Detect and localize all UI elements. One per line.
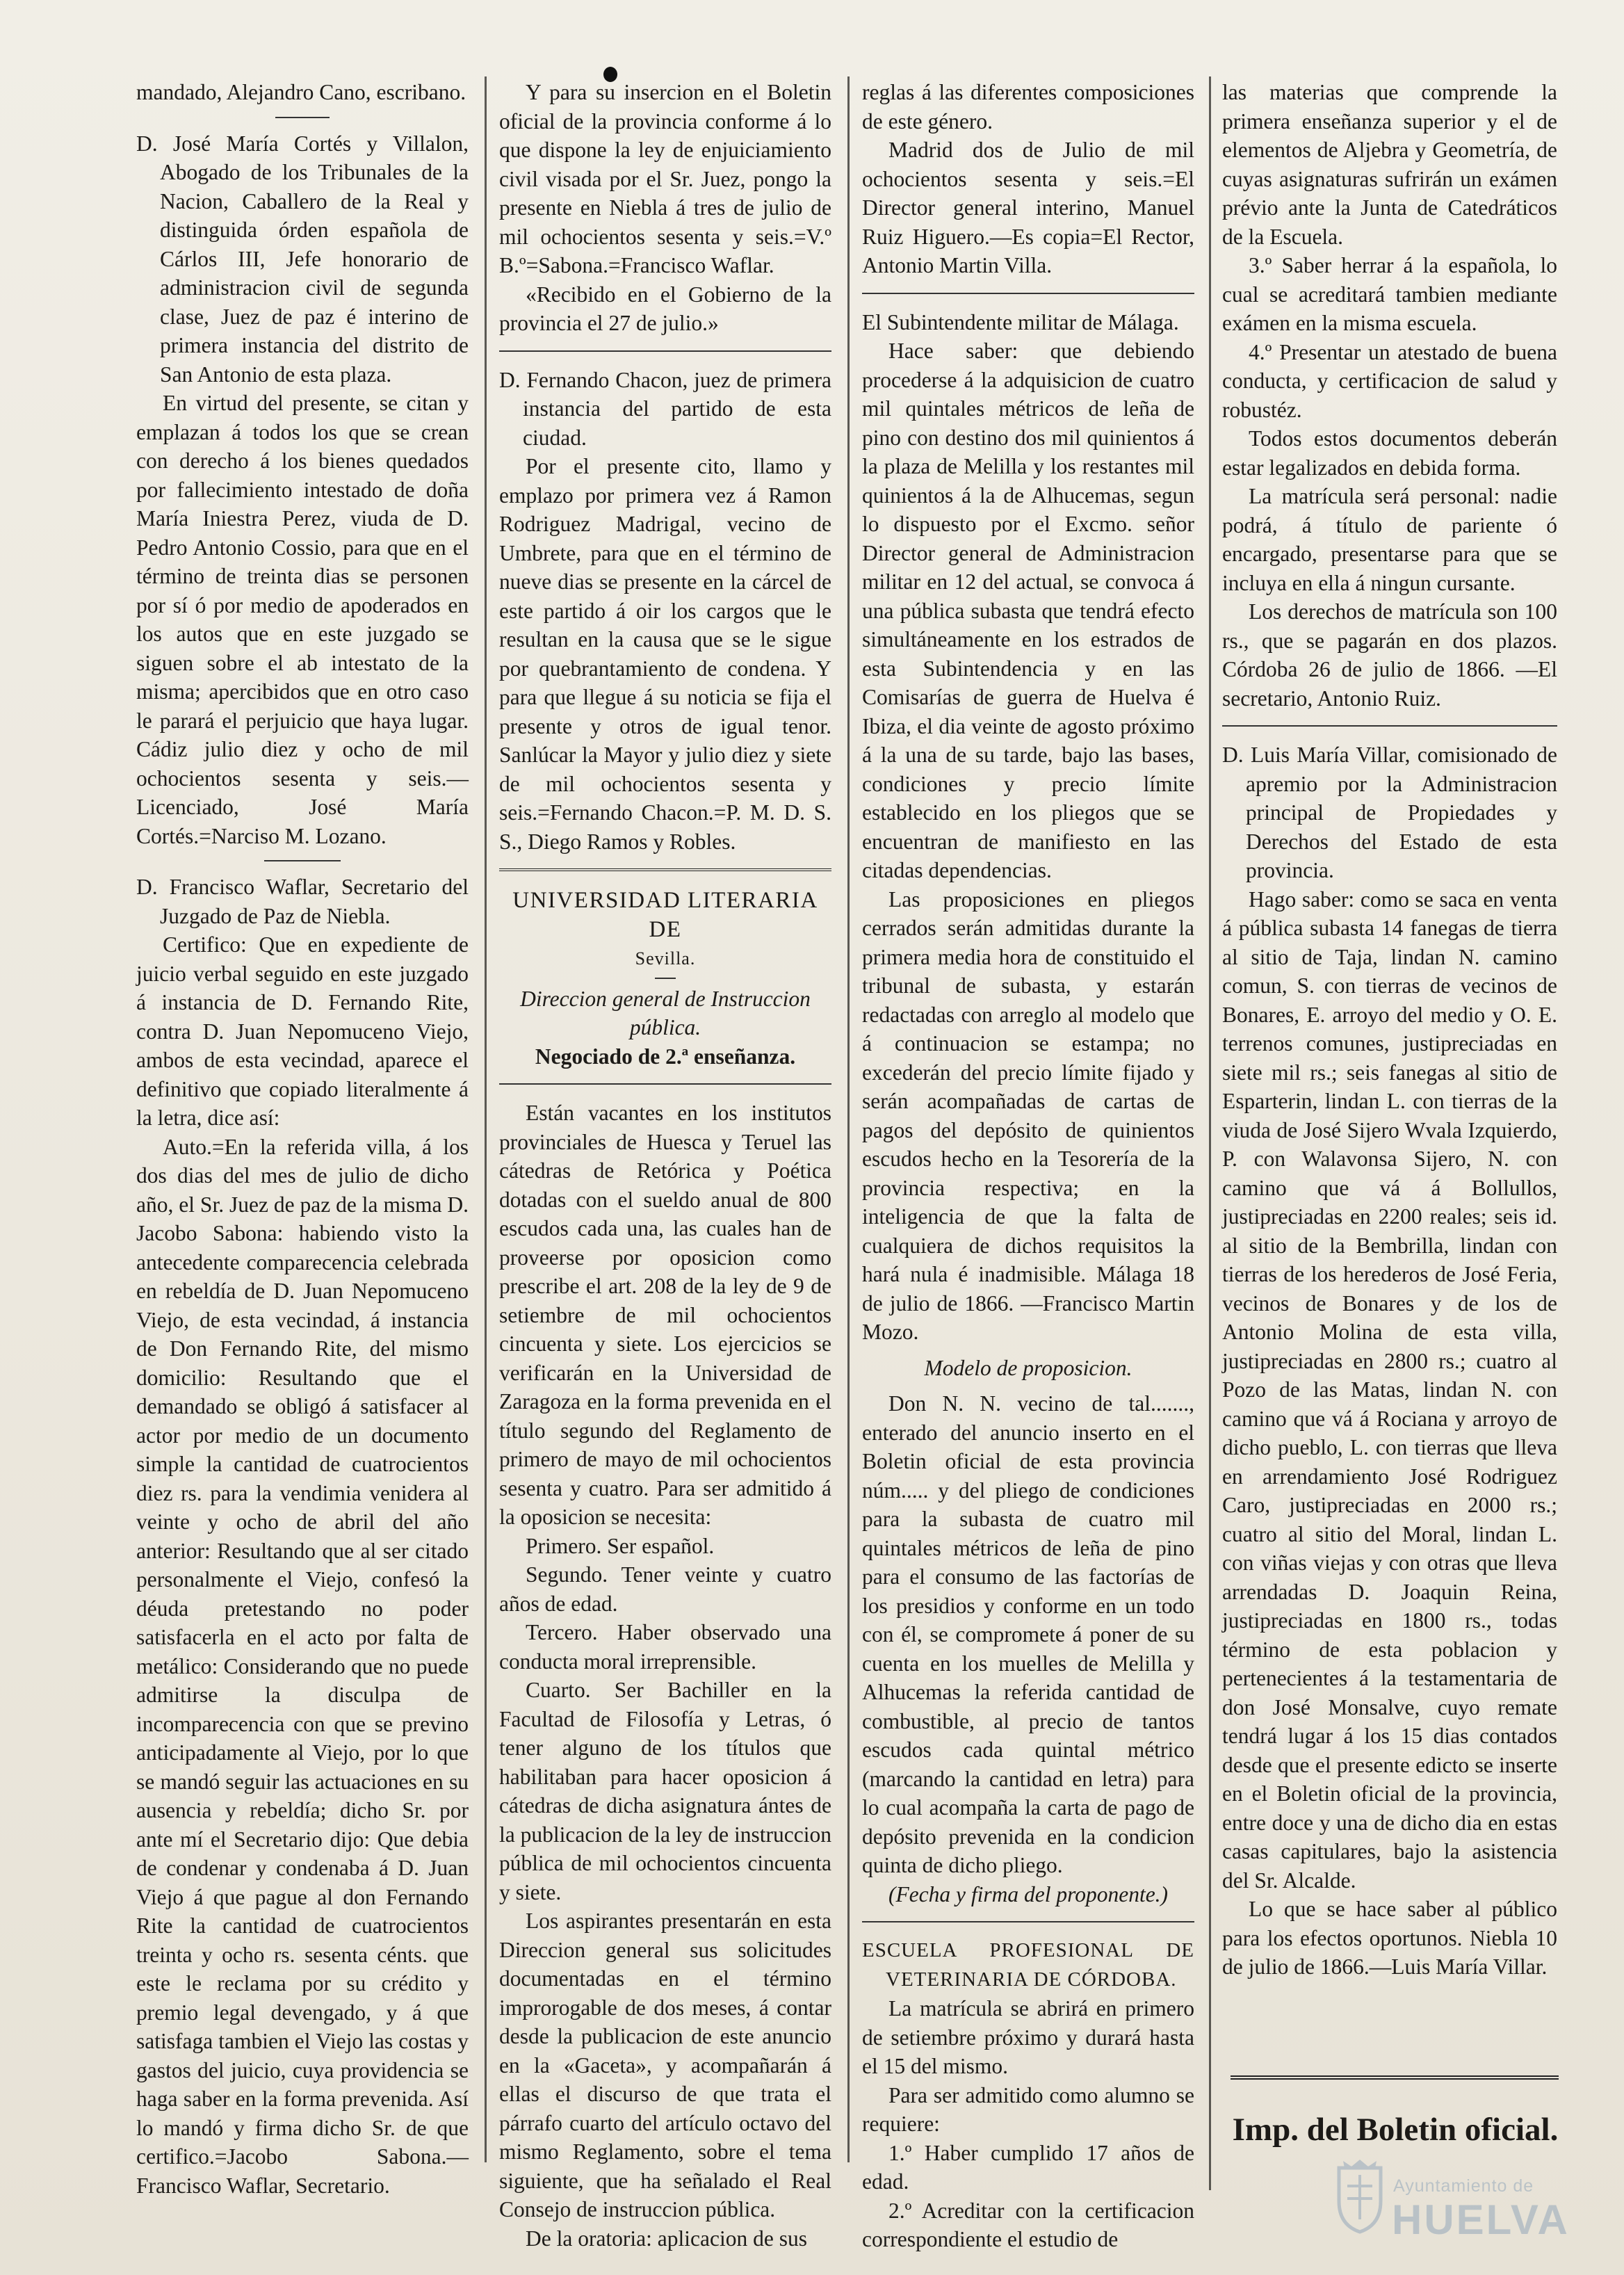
column-rule [1209,76,1211,2190]
separator [264,860,341,861]
paragraph: mandado, Alejandro Cano, escribano. [136,80,466,104]
paragraph: La matrícula será personal: nadie podrá, á título de pariente ó encargado, presentarse para que se incluya en ella á ningun cursante. [1222,484,1557,595]
separator [862,1921,1194,1922]
city-crest-icon [1333,2158,1386,2235]
paragraph: Auto.=En la referida villa, á los dos dias del mes de julio de dicho año, el Sr. Juez de paz de la misma D. Jacobo Sabona: habiendo visto la antecedente comparecencia celebrada en rebeldía de D. Juan Nepomuceno Viejo, de esta vecindad, á instancia de Don Fernando Rite, del mismo domicilio: Resultando que el demandado se obligó á satisfacer al actor por medio de un documento simple la cantidad de cuatrocientos diez rs. para la vendimia venidera al veinte y ocho de abril del año anterior: Resultando que al ser citado personalmente el Viejo, confesó la déuda pretestando no poder satisfacerla en el acto por falta de metálico: Considerando que no puede admitirse la disculpa de incomparecencia con que se previno anticipadamente al Viejo, por lo que se mandó seguir las actuaciones en su ausencia y rebeldía; dicho Sr. por ante mí el Secretario dijo: Que debia de condenar y condenaba á D. Juan Viejo á que pague al don Fernando Rite la cantidad de cuatrocientos treinta y ocho rs. sesenta cénts. que este le reclama por su crédito y premio legal devengado, y á que satisfaga tambien el Viejo las costas y gastos del juicio, cuya providencia se haga saber en la forma prevenida. Así lo mandó y firma dicho Sr. de que certifico.=Jacobo Sabona.—Francisco Waflar, Secretario. [136,1134,469,2198]
paragraph: Todos estos documentos deberán estar legalizados en debida forma. [1222,426,1557,480]
notice-heading: El Subintendente militar de Málaga. [862,309,1179,334]
separator [275,117,330,118]
separator [499,868,831,873]
notice-heading: D. Luis María Villar, comisionado de apremio por la Administracion principal de Propiedades y Derechos del Estado de esta provincia. [1222,743,1557,882]
section-heading: UNIVERSIDAD LITERARIA DE [512,888,818,942]
paragraph: Hago saber: como se saca en venta á pública subasta 14 fanegas de tierra al sitio de Taja, lindan N. camino comun, S. con tierras de vecinos de Bonares, E. arroyo del medio y O. E. terrenos comunes, justipreciadas en siete mil rs.; seis fanegas al sitio de Esparterin, lindan L. con tierras de la viuda de José Sijero Wvala Izquierdo, P. con Walavonsa Sijero, N. con camino que vá á Bollullos, justipreciadas en 2200 reales; seis id. al sitio de la Bembrilla, lindan con tierras de los herederos de José Feria, vecinos de Bonares y de los de Antonio Molina de esta villa, justipreciadas en 2800 rs.; cuatro al Pozo de las Matas, lindan N. con camino que vá á Rociana y arroyo de dicho pueblo, L. con tierras que lleva en arrendamiento José Rodriguez Caro, justipreciadas en 2000 rs.; cuatro al sitio del Moral, lindan L. con viñas viejas y con otras que lleva arrendadas D. Joaquin Reina, justipreciadas en 1800 rs., todas término de esta poblacion y pertenecientes á la testamentaria de don José Monsalve, cuyo remate tendrá lugar á los 15 dias contados desde que el presente edicto se inserte en el Boletin oficial de la provincia, entre doce y una de dicho dia en estas casas capitulares, bajo la asistencia del Sr. Alcalde. [1222,886,1557,1893]
list-item: Cuarto. Ser Bachiller en la Facultad de Filosofía y Letras, ó tener alguno de los títulos que habilitaban para hacer oposicion á cátedras de dicha asignatura ántes de la publicacion de la ley de instruccion pública de mil ochocientos cincuenta y siete. [499,1678,831,1904]
notice-heading: D. Francisco Waflar, Secretario del Juzgado de Paz de Niebla. [136,875,469,928]
column-3 [862,78,1194,2251]
section-heading: ESCUELA PROFESIONAL DE VETERINARIA DE CÓRDOBA. [862,1939,1194,1991]
notice-heading: D. Fernando Chacon, juez de primera instancia del partido de esta ciudad. [499,367,831,450]
signature-line: (Fecha y firma del proponente.) [888,1881,1169,1906]
list-item: Primero. Ser español. [526,1533,715,1558]
watermark-big-text: HUELVA [1392,2196,1570,2243]
paragraph: Certifico: Que en expediente de juicio verbal seguido en este juzgado á instancia de D. Fernando Rite, contra D. Juan Nepomuceno Viejo, ambos de esta vecindad, aparece el definitivo que copiado literalmente á la letra, dice así: [136,932,469,1130]
paragraph: Y para su insercion en el Boletin oficial de la provincia conforme á lo que dispone la ley de enjuiciamiento civil visada por el Sr. Juez, pongo la presente en Niebla á tres de julio de mil ochocientos sesenta y seis.=V.º B.º=Sabona.=Francisco Waflar. [499,80,831,277]
list-item: 3.º Saber herrar á la española, lo cual se acreditará tambien mediante exámen en la misma escuela. [1222,253,1557,335]
separator [499,1083,831,1085]
column-rule [847,76,850,2162]
watermark-small-text: Ayuntamiento de [1393,2176,1534,2196]
printer-imprint: Imp. del Boletin oficial. [1232,2112,1559,2148]
archive-watermark [1333,2155,1570,2246]
section-subheading: Negociado de 2.ª enseñanza. [535,1044,796,1069]
separator [1222,725,1557,727]
paragraph: Las proposiciones en pliegos cerrados serán admitidas durante la primera media hora de constituido el tribunal de subasta, y estarán redactadas con arreglo al modelo que á continuacion se estampa; no excederán del precio límite fijado y serán acompañadas de cartas de pagos del depósito de quinientos escudos hecho en la Tesorería de la provincia respectiva; en la inteligencia de que la falta de cualquiera de dichos requisitos la hará nula é inadmisible. Málaga 18 de julio de 1866. —Francisco Martin Mozo. [862,886,1194,1344]
paragraph: La matrícula se abrirá en primero de setiembre próximo y durará hasta el 15 del mismo. [862,1996,1194,2078]
notice-heading: D. José María Cortés y Villalon, Abogado de los Tribunales de la Nacion, Caballero de la Real y distinguida órden española de Cárlos III, Jefe honorario de administracion civil de segunda clase, Juez de paz é interino de primera instancia del distrito de San Antonio de esta plaza. [136,131,469,387]
column-2 [499,78,831,2251]
paragraph: Están vacantes en los institutos provinciales de Huesca y Teruel las cátedras de Retórica y Poética dotadas con el sueldo anual de 800 escudos cada una, las cuales han de proveerse por oposicion como prescribe el art. 208 de la ley de 9 de setiembre de mil ochocientos cincuenta y siete. Los ejercicios se verificarán en la Universidad de Zaragoza en la forma prevenida en el título segundo del Reglamento de primero de mayo de mil ochocientos sesenta y cuatro. Para ser admitido á la oposicion se necesita: [499,1101,831,1529]
paragraph: las materias que comprende la primera enseñanza superior y el de elementos de Aljebra y Geometría, de cuyas asignaturas sufrirán un exámen prévio ante la Junta de Catedráticos de la Escuela. [1222,80,1557,249]
paragraph: Lo que se hace saber al público para los efectos oportunos. Niebla 10 de julio de 1866.—Luis María Villar. [1222,1897,1557,1979]
list-item: 2.º Acreditar con la certificacion correspondiente el estudio de [862,2198,1194,2251]
list-item: Segundo. Tener veinte y cuatro años de edad. [499,1562,831,1616]
paragraph: Los aspirantes presentarán en esta Direccion general sus solicitudes documentadas en el término improrogable de dos meses, á contar desde la publicacion de este anuncio en la «Gaceta», y acompañarán á ellas el discurso de que trata el párrafo cuarto del artículo octavo del mismo Reglamento, sobre el tema siguiente, que ha señalado el Real Consejo de instruccion pública. [499,1909,831,2221]
separator [499,350,831,352]
paragraph: Hace saber: que debiendo procederse á la adquisicion de cuatro mil quintales métricos de leña de pino con destino dos mil quinientos á la plaza de Melilla y los restantes mil quinientos á la de Alhucemas, segun lo dispuesto por el Excmo. señor Director general de Administracion militar en 12 del actual, se convoca á una pública subasta que tendrá efecto simultáneamente en los estrados de esta Subintendencia y en las Comisarías de guerra de Huelva é Ibiza, el dia veinte de agosto próximo á la una de su tarde, bajo las bases, condiciones y precio límite establecido en los pliegos que se encuentran de manifiesto en las citadas dependencias. [862,339,1194,882]
separator [655,978,676,979]
column-4 [1222,78,1557,2199]
paragraph: Madrid dos de Julio de mil ochocientos sesenta y seis.=El Director general interino, Manuel Ruiz Higuero.—Es copia=El Rector, Antonio Martin Villa. [862,138,1194,277]
paragraph: Por el presente cito, llamo y emplazo por primera vez á Ramon Rodriguez Madrigal, vecino de Umbrete, para que en el término de nueve dias se presente en la cárcel de este partido á oir los cargos que le resultan en la causa que se le sigue por quebrantamiento de condena. Y para que llegue á su noticia se fija el presente y otros de igual tenor. Sanlúcar la Mayor y julio diez y siete de mil ochocientos sesenta y seis.=Fernando Chacon.=P. M. D. S. S., Diego Ramos y Robles. [499,454,831,854]
separator [1231,2075,1559,2080]
paragraph: En virtud del presente, se citan y emplazan á todos los que se crean con derecho á los bienes quedados por fallecimiento intestado de doña María Iniestra Perez, viuda de D. Pedro Antonio Cossio, para que en el término de treinta dias se personen por sí ó por medio de apoderados en los autos que en este juzgado se siguen sobre el ab intestato de la misma; apercibidos que en otro caso le parará el perjuicio que haya lugar. Cádiz julio diez y ocho de mil ochocientos sesenta y seis.—Licenciado, José María Cortés.=Narciso M. Lozano. [136,391,469,848]
paragraph: Los derechos de matrícula son 100 rs., que se pagarán en dos plazos. Córdoba 26 de julio de 1866. —El secretario, Antonio Ruiz. [1222,599,1557,711]
list-item: 4.º Presentar un atestado de buena conducta, y certificacion de salud y robustéz. [1222,339,1557,422]
paragraph: De la oratoria: aplicacion de sus [526,2226,807,2251]
section-subheading: Sevilla. [635,948,696,969]
paragraph: Don N. N. vecino de tal......., enterado del anuncio inserto en el Boletin oficial de esta provincia núm..... y del pliego de condiciones para la subasta de cuatro mil quintales métricos de leña de pino para el consumo de las factorías de los presidios y conforme en un todo con él, se compromete á poner de su cuenta en los muelles de Melilla y Alhucemas la referida cantidad de combustible, al precio de tantos escudos cada quintal métrico (marcando la cantidad en letra) para lo cual acompaña la carta de pago de depósito prevenida en la condicion quinta de dicho pliego. [862,1391,1194,1877]
section-subheading: Direccion general de Instruccion pública. [520,986,811,1039]
column-rule [485,76,487,2162]
list-item: 1.º Haber cumplido 17 años de edad. [862,2140,1194,2194]
section-subheading: Modelo de proposicion. [924,1355,1132,1380]
list-item: Tercero. Haber observado una conducta moral irreprensible. [499,1620,831,1674]
paragraph: Para ser admitido como alumno se requiere: [862,2082,1194,2136]
paragraph: reglas á las diferentes composiciones de este género. [862,80,1194,133]
paragraph: «Recibido en el Gobierno de la provincia el 27 de julio.» [499,282,831,335]
column-1 [136,78,469,2199]
separator [862,293,1194,294]
